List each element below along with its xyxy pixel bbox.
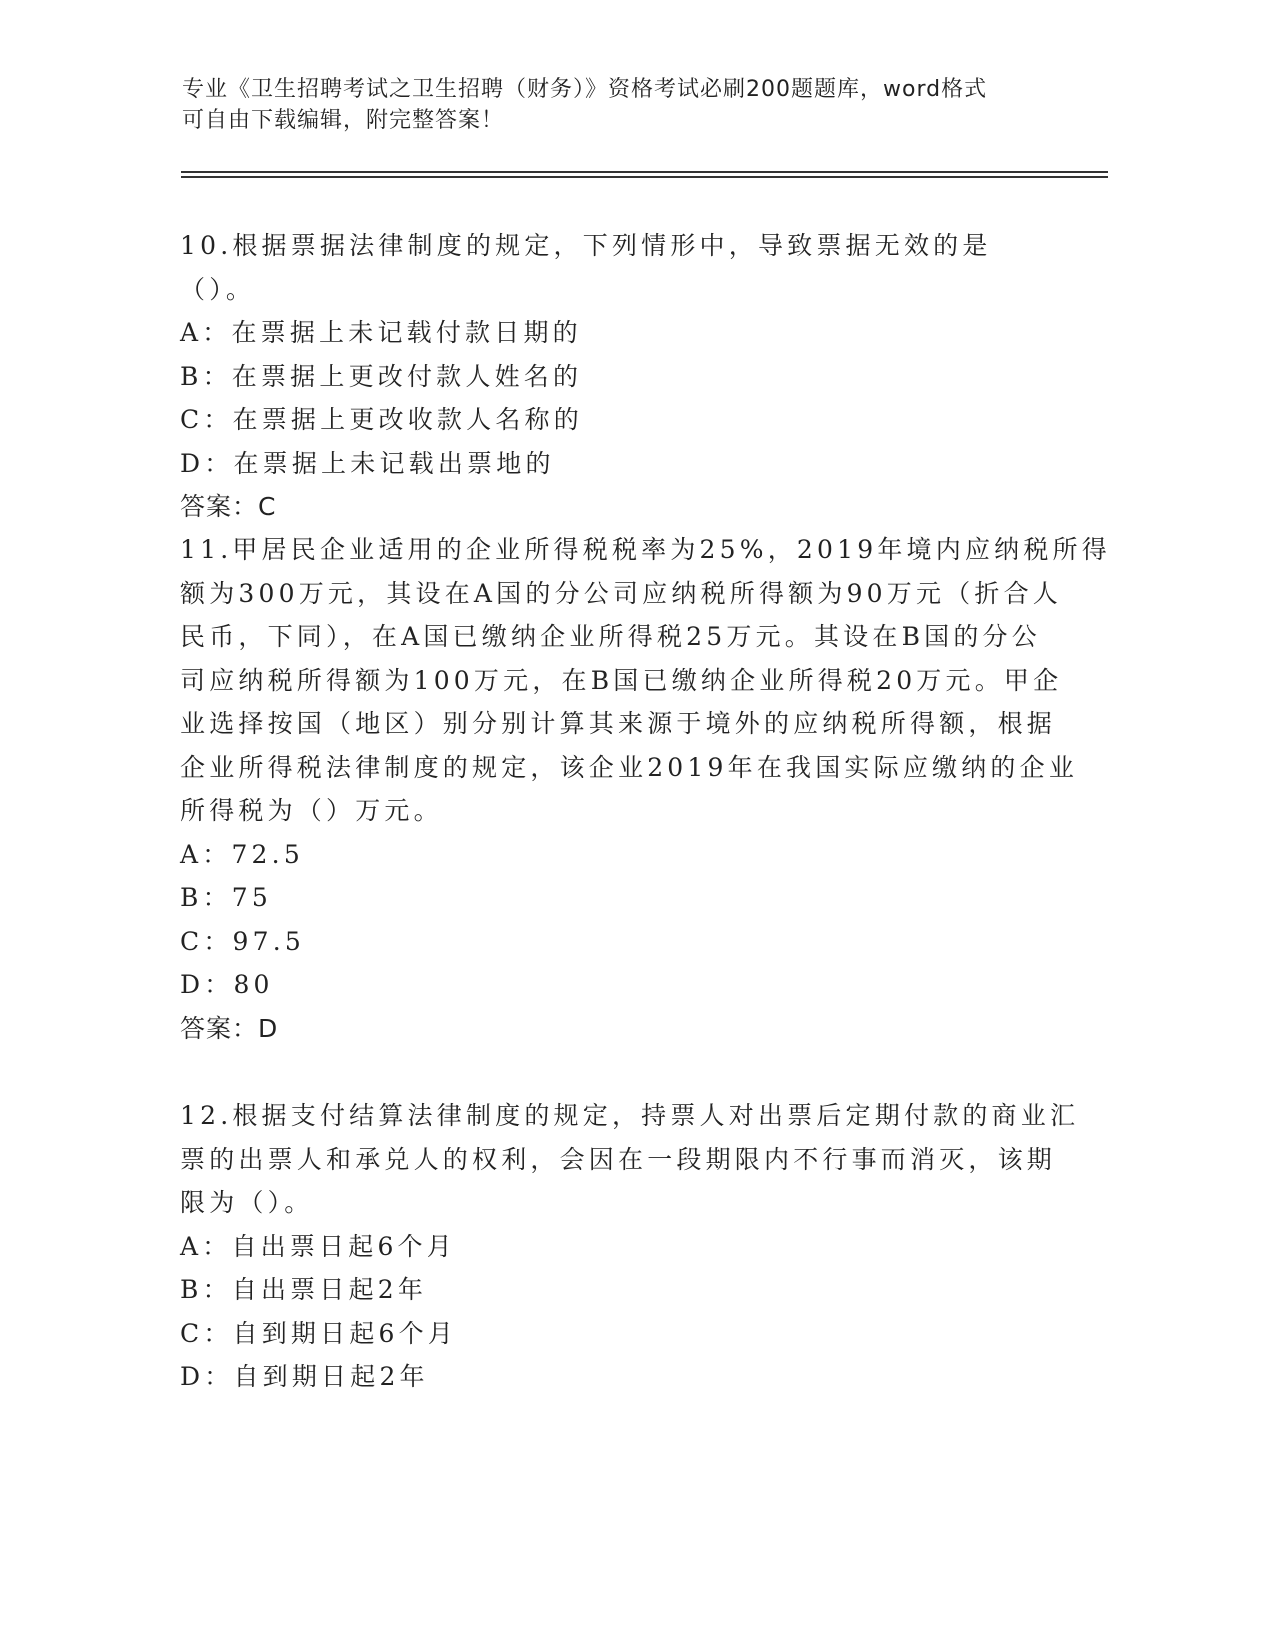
- question-stem-line: 司应纳税所得额为100万元，在B国已缴纳企业所得税20万元。甲企: [180, 665, 1063, 695]
- question-stem: [180, 1094, 1080, 1225]
- answer-line: 答案：C: [180, 492, 277, 521]
- header-title-line-1: 专业《卫生招聘考试之卫生招聘（财务）》资格考试必刷200题题库，word格式: [182, 77, 988, 102]
- question-10: [180, 224, 1040, 529]
- header-divider-bottom: [181, 176, 1108, 178]
- option-c: C：97.5: [180, 926, 305, 956]
- question-stem-line: 企业所得税法律制度的规定，该企业2019年在我国实际应缴纳的企业: [180, 752, 1079, 782]
- header-divider-top: [181, 171, 1108, 173]
- question-12: [180, 1094, 1080, 1399]
- question-11: [180, 528, 1111, 1050]
- document-header: [182, 74, 1042, 136]
- question-stem-line: 所得税为（）万元。: [180, 796, 443, 825]
- answer-line: 答案：D: [180, 1013, 279, 1043]
- header-title-line-2: 可自由下载编辑，附完整答案！: [182, 108, 505, 133]
- option-d: D：自到期日起2年: [180, 1362, 429, 1391]
- option-c: C：自到期日起6个月: [180, 1318, 458, 1348]
- option-a: A：72.5: [180, 839, 304, 869]
- question-stem-line: 业选择按国（地区）别分别计算其来源于境外的应纳税所得额，根据: [180, 709, 1057, 738]
- question-stem-line: 12.根据支付结算法律制度的规定，持票人对出票后定期付款的商业汇: [180, 1101, 1080, 1130]
- question-stem-line: 额为300万元，其设在A国的分公司应纳税所得额为90万元（折合人: [180, 578, 1062, 608]
- question-stem-line: 限为（）。: [180, 1188, 314, 1217]
- option-d: D：在票据上未记载出票地的: [180, 448, 555, 478]
- option-b: B：在票据上更改付款人姓名的: [180, 361, 583, 391]
- option-b: B：75: [180, 883, 272, 912]
- question-stem: [180, 224, 1040, 311]
- option-d: D：80: [180, 970, 274, 999]
- option-a: A：自出票日起6个月: [180, 1231, 456, 1261]
- question-stem-line: 民币，下同），在A国已缴纳企业所得税25万元。其设在B国的分公: [180, 622, 1041, 651]
- option-a: A：在票据上未记载付款日期的: [180, 318, 582, 347]
- question-stem-line: 10.根据票据法律制度的规定，下列情形中，导致票据无效的是（）。: [180, 231, 992, 304]
- option-c: C：在票据上更改收款人名称的: [180, 405, 583, 434]
- question-stem-line: 票的出票人和承兑人的权利，会因在一段期限内不行事而消灭，该期: [180, 1144, 1057, 1174]
- question-stem: [180, 528, 1111, 833]
- question-stem-line: 11.甲居民企业适用的企业所得税税率为25%，2019年境内应纳税所得: [180, 535, 1111, 564]
- option-b: B：自出票日起2年: [180, 1275, 428, 1304]
